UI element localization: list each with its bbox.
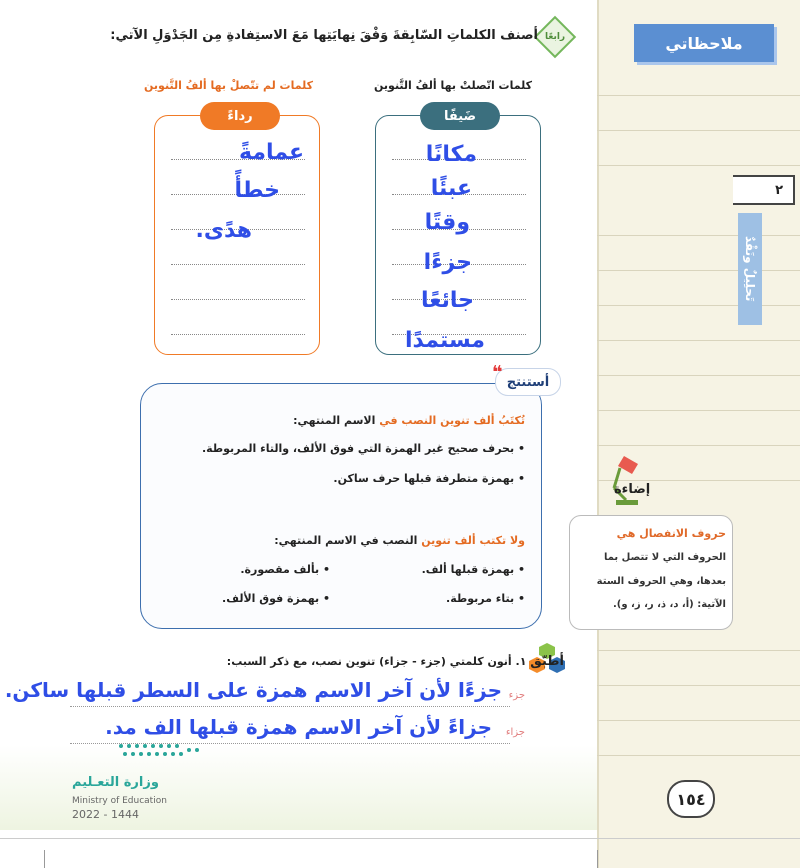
practice-word: جزء: [508, 690, 525, 701]
lamp-icon: [604, 452, 644, 508]
quote-icon: ❝: [492, 362, 503, 383]
side-note-line: الآتية: (أ، د، ذ، ر، ز، و).: [612, 599, 726, 610]
step-badge: رابعًا: [534, 16, 576, 58]
write-item: • بحرف صحيح غير الهمزة التي فوق الألف، والتاء المربوطة.: [201, 442, 525, 455]
practice-answer: جزاءً لأن آخر الاسم همزة قبلها الف مد.: [105, 715, 492, 739]
not-connected-heading: كلمات لم تتّصلْ بها ألفُ التَّنوين: [144, 79, 313, 92]
not-connected-label: رداءً: [200, 102, 280, 130]
connected-word: وقتًا: [424, 210, 470, 235]
instruction-text: أصنف الكلماتِ السّابِقةَ وَفْقَ نِهايَتِها مَعَ الاستِفادةِ مِن الجَدْوَلِ الآتي:: [110, 28, 538, 43]
side-note-line: بعدها، وهي الحروف الستة: [596, 576, 726, 587]
not-connected-word: خطأً: [234, 178, 280, 203]
unit-name: تَحلِيلٌ ونَقْدٌ: [738, 213, 762, 325]
conclusion-intro: تُكتَبُ ألف تنوين النصب في الاسم المنتهي:: [293, 414, 525, 427]
ministry-name-ar: وزارة التعـليم: [72, 775, 159, 790]
side-note-line: الحروف التي لا تتصل بما: [603, 552, 726, 563]
page-number: ١٥٤: [667, 780, 715, 818]
not-connected-word: هدًى.: [195, 218, 252, 243]
bottom-rule: [0, 838, 800, 839]
no-write-item: • بتاء مربوطة.: [446, 592, 525, 605]
year-label: 2022 - 1444: [72, 808, 139, 821]
practice-answer: جزءًا لأن آخر الاسم همزة على السطر قبلها ساكن.: [4, 678, 502, 702]
connected-label: ضَيفًا: [420, 102, 500, 130]
practice-question: أطبّق ١. أنون كلمتي (جزء - جزاء) تنوين نصب، مع ذكر السبب:: [226, 654, 564, 669]
write-item: • بهمزة متطرفة قبلها حرف ساكن.: [333, 472, 525, 485]
connected-word: جائعًا: [420, 288, 474, 313]
no-write-item: • بهمزة فوق الألف.: [222, 592, 330, 605]
connected-word: جزءًا: [423, 250, 472, 275]
conclusion-tag: أستنتج: [495, 368, 561, 396]
not-connected-word: عمامةً: [238, 140, 304, 165]
side-note-tag: إضاءة: [614, 482, 651, 497]
crop-mark: [597, 850, 598, 868]
side-note-title: حروف الانفصال هي: [616, 527, 726, 540]
answer-line: [70, 706, 510, 707]
no-write-intro: ولا تكتب ألف تنوين النصب في الاسم المنتهي:: [274, 534, 525, 547]
no-write-item: • بألف مقصورة.: [240, 563, 330, 576]
notes-title: ملاحظاتي: [634, 24, 774, 62]
connected-heading: كلمات اتّصلتْ بها ألفُ التَّنوين: [374, 79, 532, 92]
practice-word: جزاء: [505, 727, 525, 738]
no-write-item: • بهمزة قبلها ألف.: [421, 563, 525, 576]
connected-word: مستمدًا: [405, 328, 485, 353]
ministry-logo: [115, 740, 205, 762]
unit-number: ٢: [733, 175, 795, 205]
crop-mark: [44, 850, 45, 868]
connected-word: مكانًا: [425, 142, 477, 167]
connected-word: عبئًا: [430, 176, 472, 201]
notes-column: [597, 0, 800, 868]
ministry-name-en: Ministry of Education: [72, 796, 167, 806]
